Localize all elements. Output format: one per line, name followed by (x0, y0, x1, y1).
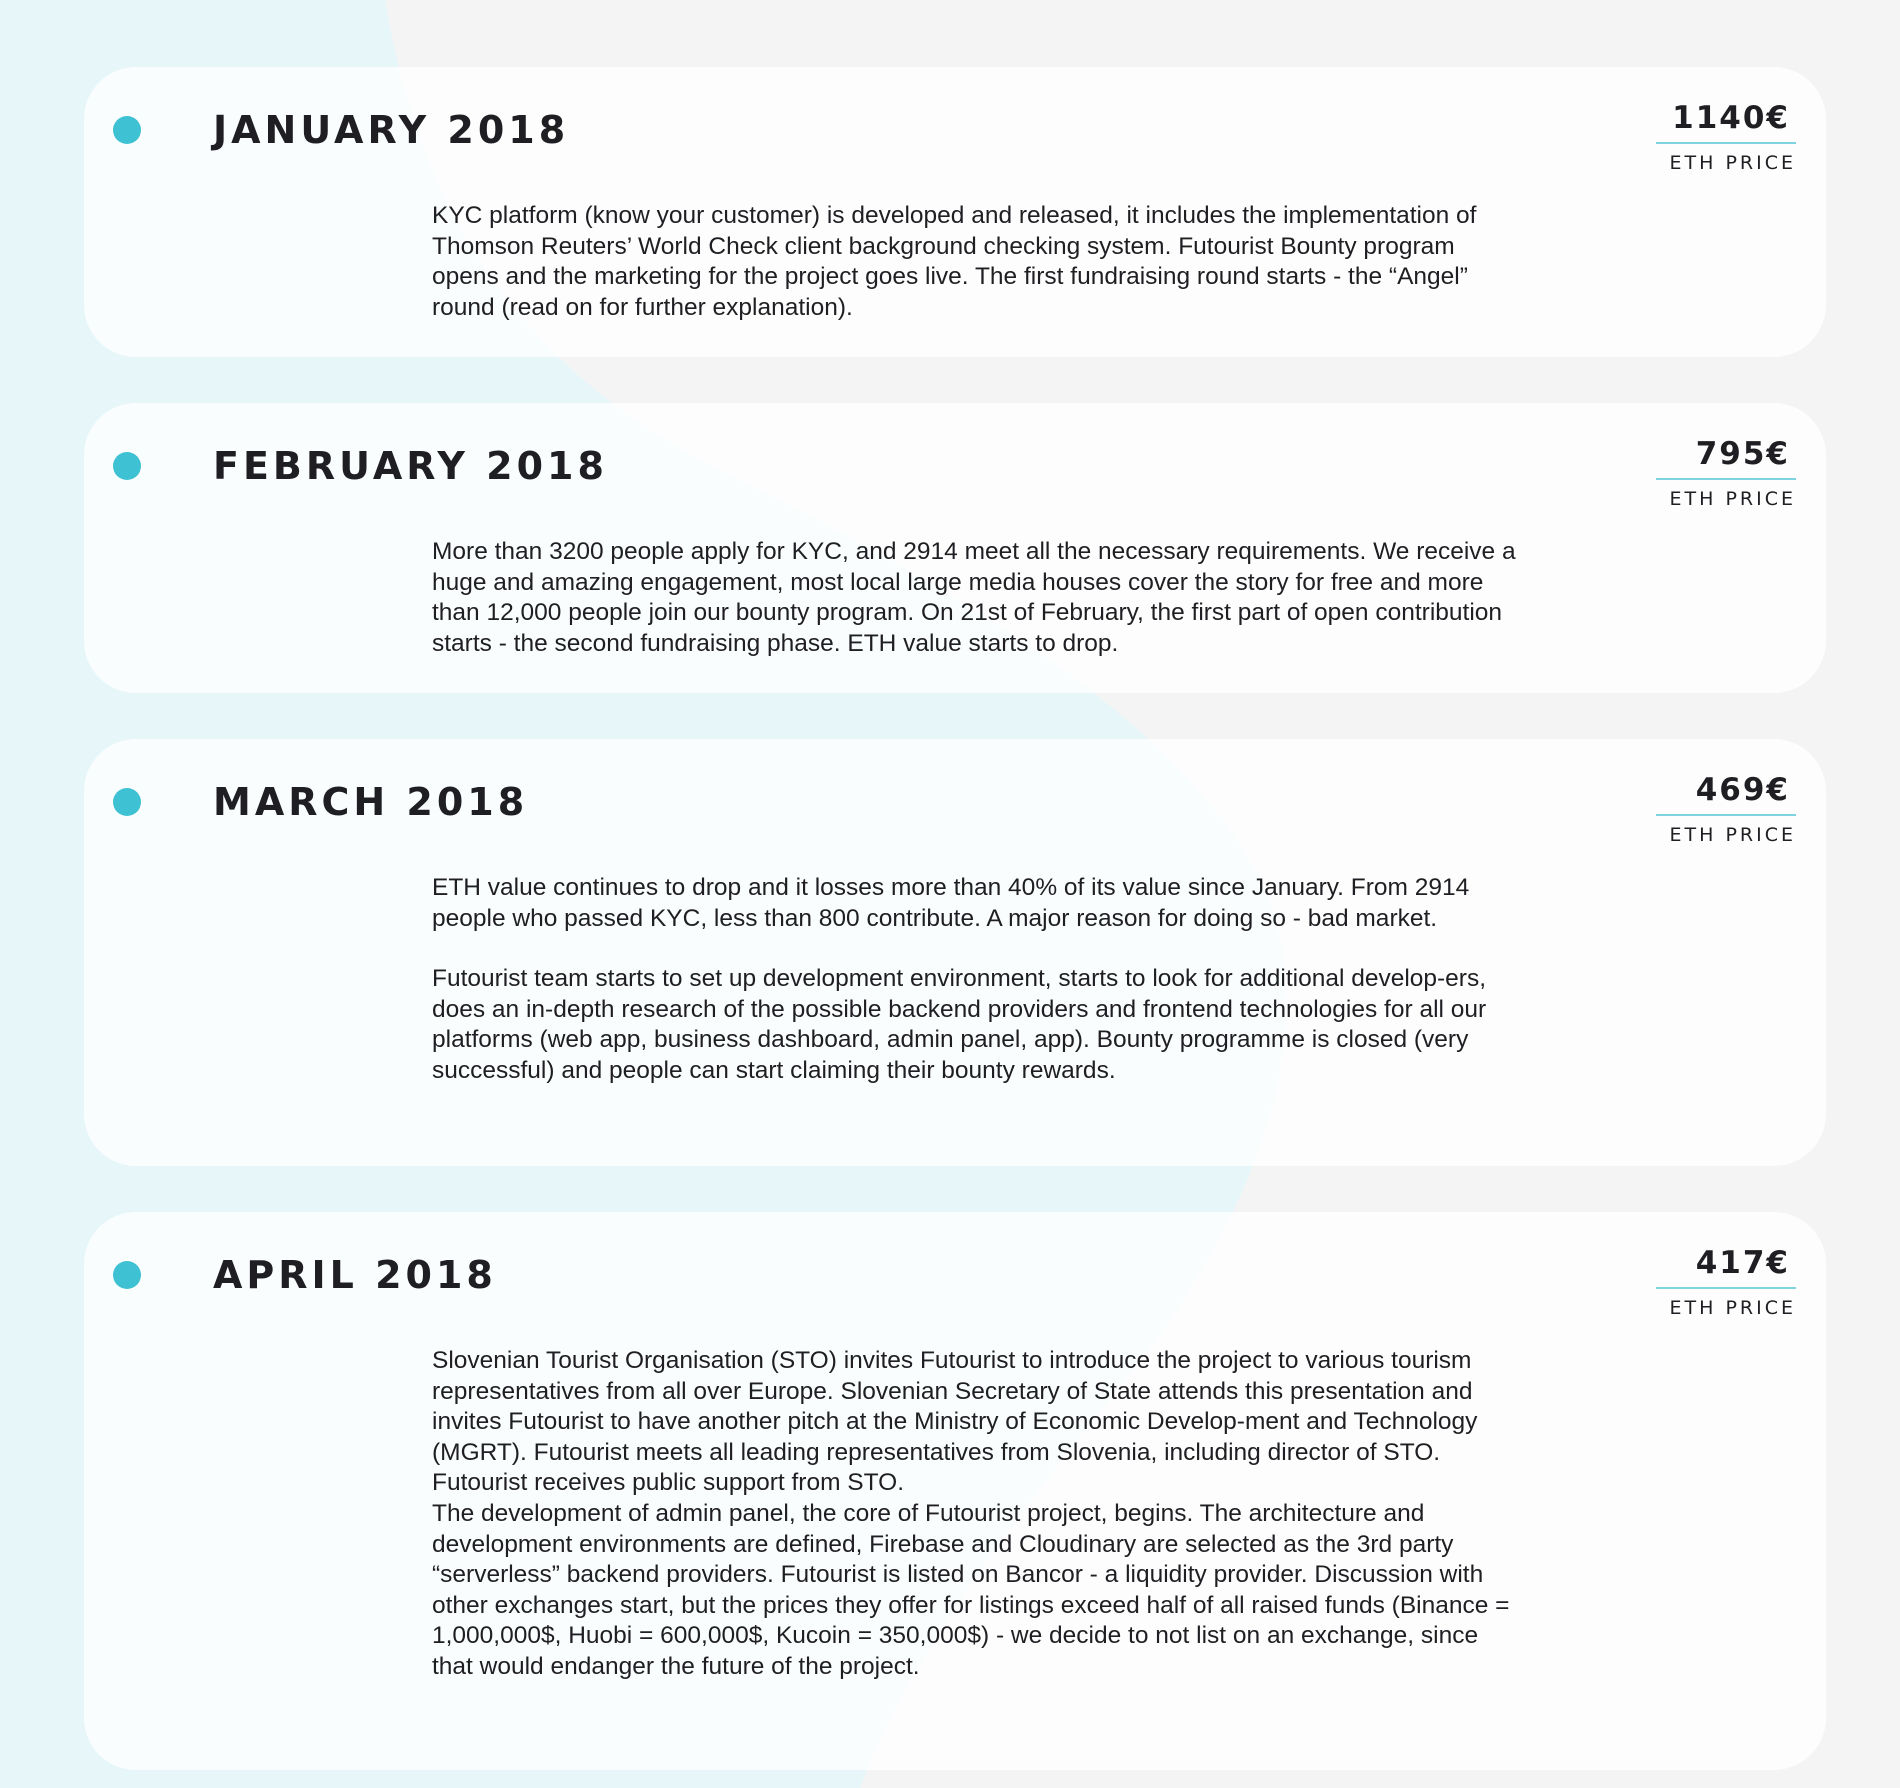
month-description (432, 201, 1522, 323)
eth-price-label: ETH PRICE (1669, 1297, 1796, 1319)
eth-price-value: 1140€ (1656, 103, 1796, 144)
timeline-card-february (84, 403, 1826, 693)
eth-price-box (1656, 1245, 1796, 1319)
timeline-card-april (84, 1212, 1826, 1770)
timeline-dot-icon (113, 788, 141, 816)
month-description (432, 1346, 1522, 1683)
month-heading: MARCH 2018 (213, 780, 529, 824)
eth-price-box (1656, 436, 1796, 510)
description-paragraph: Futourist team starts to set up development environment, starts to look for additional develop-ers, does an in-depth research of the possible backend providers and frontend technologies for all our platforms (web app, business dashboard, admin panel, app). Bounty programme is closed (very successful) and people can start claiming their bounty rewards. (432, 965, 1487, 1084)
timeline-card-march (84, 739, 1826, 1166)
timeline-dot-icon (113, 452, 141, 480)
description-paragraph: Slovenian Tourist Organisation (STO) invites Futourist to introduce the project to various tourism representatives from all over Europe. Slovenian Secretary of State attends this presentation and invites Futourist to have another pitch at the Ministry of Economic Develop-ment and Technology (MGRT). Futourist meets all leading representatives from Slovenia, including director of STO. Futourist receives public support from STO. (432, 1347, 1478, 1497)
month-description (432, 873, 1522, 1087)
description-paragraph: More than 3200 people apply for KYC, and 2914 meet all the necessary requirements. We receive a huge and amazing engagement, most local large media houses cover the story for free and more than 12,000 people join our bounty program. On 21st of February, the first part of open contribution starts - the second fundraising phase. ETH value starts to drop. (432, 538, 1516, 657)
month-heading: FEBRUARY 2018 (213, 444, 608, 488)
eth-price-box (1656, 772, 1796, 846)
timeline-dot-icon (113, 1261, 141, 1289)
month-description (432, 537, 1522, 659)
eth-price-label: ETH PRICE (1669, 824, 1796, 846)
eth-price-box (1656, 100, 1796, 174)
description-paragraph: ETH value continues to drop and it losses more than 40% of its value since January. From 2914 people who passed KYC, less than 800 contribute. A major reason for doing so - bad market. (432, 874, 1470, 932)
eth-price-value: 795€ (1656, 439, 1796, 480)
timeline-dot-icon (113, 116, 141, 144)
description-paragraph: The development of admin panel, the core of Futourist project, begins. The architecture and development environments are defined, Firebase and Cloudinary are selected as the 3rd party “serverless” backend providers. Futourist is listed on Bancor - a liquidity provider. Discussion with other exchanges start, but the prices they offer for listings exceed half of all raised funds (Binance = 1,000,000$, Huobi = 600,000$, Kucoin = 350,000$) - we decide to not list on an exchange, since that would endanger the future of the project. (432, 1499, 1510, 1680)
timeline-card-january (84, 67, 1826, 357)
month-heading: JANUARY 2018 (213, 108, 570, 152)
eth-price-label: ETH PRICE (1669, 152, 1796, 174)
month-heading: APRIL 2018 (213, 1253, 497, 1297)
description-paragraph: KYC platform (know your customer) is developed and released, it includes the implementation of Thomson Reuters’ World Check client background checking system. Futourist Bounty program opens and the marketing for the project goes live. The first fundraising round starts - the “Angel” round (read on for further explanation). (432, 202, 1477, 321)
eth-price-value: 417€ (1656, 1248, 1796, 1289)
eth-price-value: 469€ (1656, 775, 1796, 816)
eth-price-label: ETH PRICE (1669, 488, 1796, 510)
